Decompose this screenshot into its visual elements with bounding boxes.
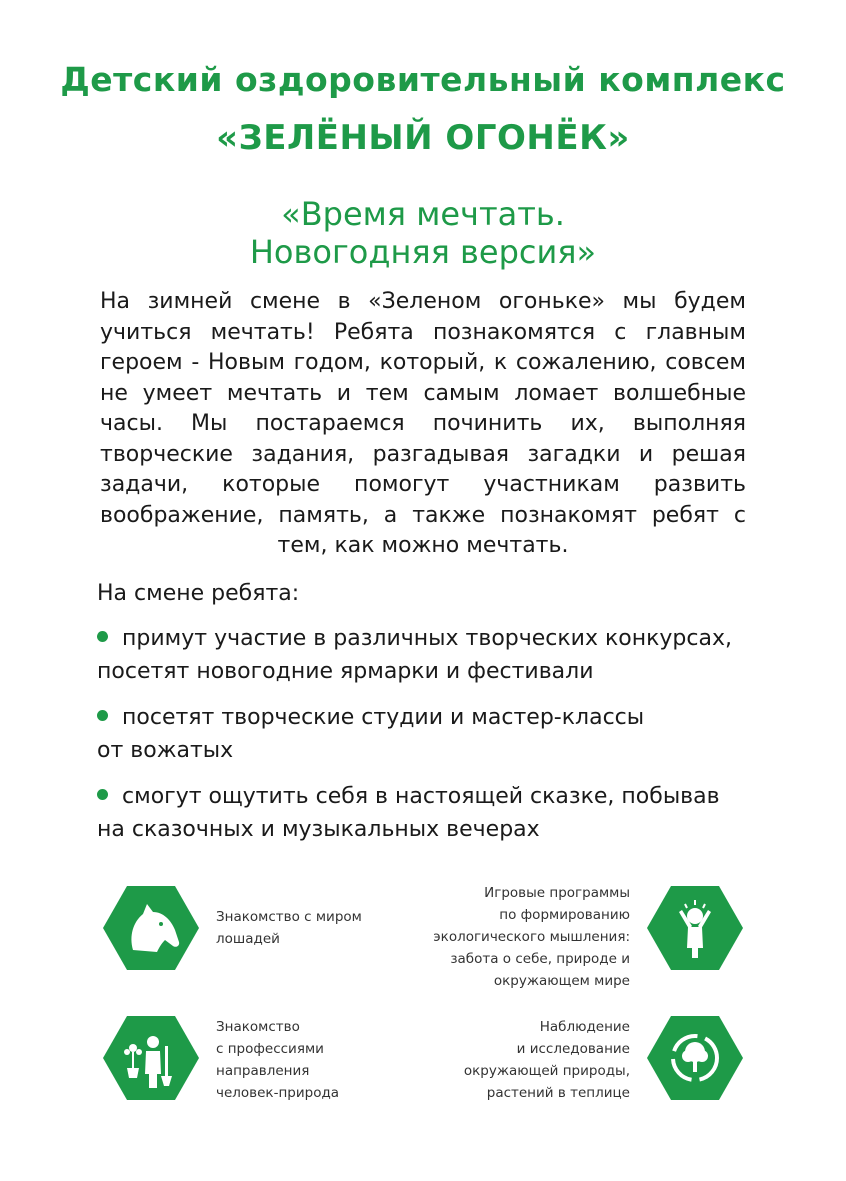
bullet-dot-icon [97, 789, 108, 800]
feature-caption-professions: Знакомство с профессиями направления человек-природа [216, 1019, 340, 1101]
program-title-line2: Новогодняя версия» [249, 233, 597, 271]
bullet-text-line1: примут участие в различных творческих конкурсах, [122, 626, 732, 651]
bullet-item [97, 780, 777, 846]
complex-title-line1: Детский оздоровительный комплекс [60, 60, 786, 99]
program-title-line1: «Время мечтать. [281, 195, 565, 233]
bullet-text-line1: смогут ощутить себя в настоящей сказке, побывав [122, 784, 720, 809]
feature-caption-horses: Знакомство с миром лошадей [216, 909, 362, 947]
bullet-dot-icon [97, 631, 108, 642]
bullet-text-line2: от вожатых [97, 738, 234, 763]
happy-child-icon [647, 886, 743, 970]
gardener-icon [103, 1016, 199, 1100]
bullet-text-line2: на сказочных и музыкальных вечерах [97, 817, 540, 842]
shift-title: На смене ребята: [97, 581, 300, 606]
bullet-item [97, 701, 777, 767]
tree-recycle-icon [647, 1016, 743, 1100]
bullet-item [97, 622, 777, 688]
feature-caption-eco-games: Игровые программы по формированию экологического мышления: забота о себе, природе и окружающем мире [433, 885, 630, 989]
complex-title-line2: «ЗЕЛЁНЫЙ ОГОНЁК» [216, 118, 630, 158]
program-description: На зимней смене в «Зеленом огоньке» мы будем учиться мечтать! Ребята познакомятся с главным героем - Новым годом, который, к сожалению, совсем не умеет мечтать и тем самым ломает волшебные часы. Мы постараемся починить их, выполняя творческие задания, разгадывая загадки и решая задачи, которые помогут участникам развить воображение, память, а также познакомят ребят с тем, как можно мечтать. [100, 289, 746, 558]
feature-caption-nature-research: Наблюдение и исследование окружающей природы, растений в теплице [463, 1019, 630, 1101]
horse-head-icon [103, 886, 199, 970]
bullet-text-line2: посетят новогодние ярмарки и фестивали [97, 659, 594, 684]
bullet-dot-icon [97, 710, 108, 721]
bullet-text-line1: посетят творческие студии и мастер-классы [122, 705, 645, 730]
